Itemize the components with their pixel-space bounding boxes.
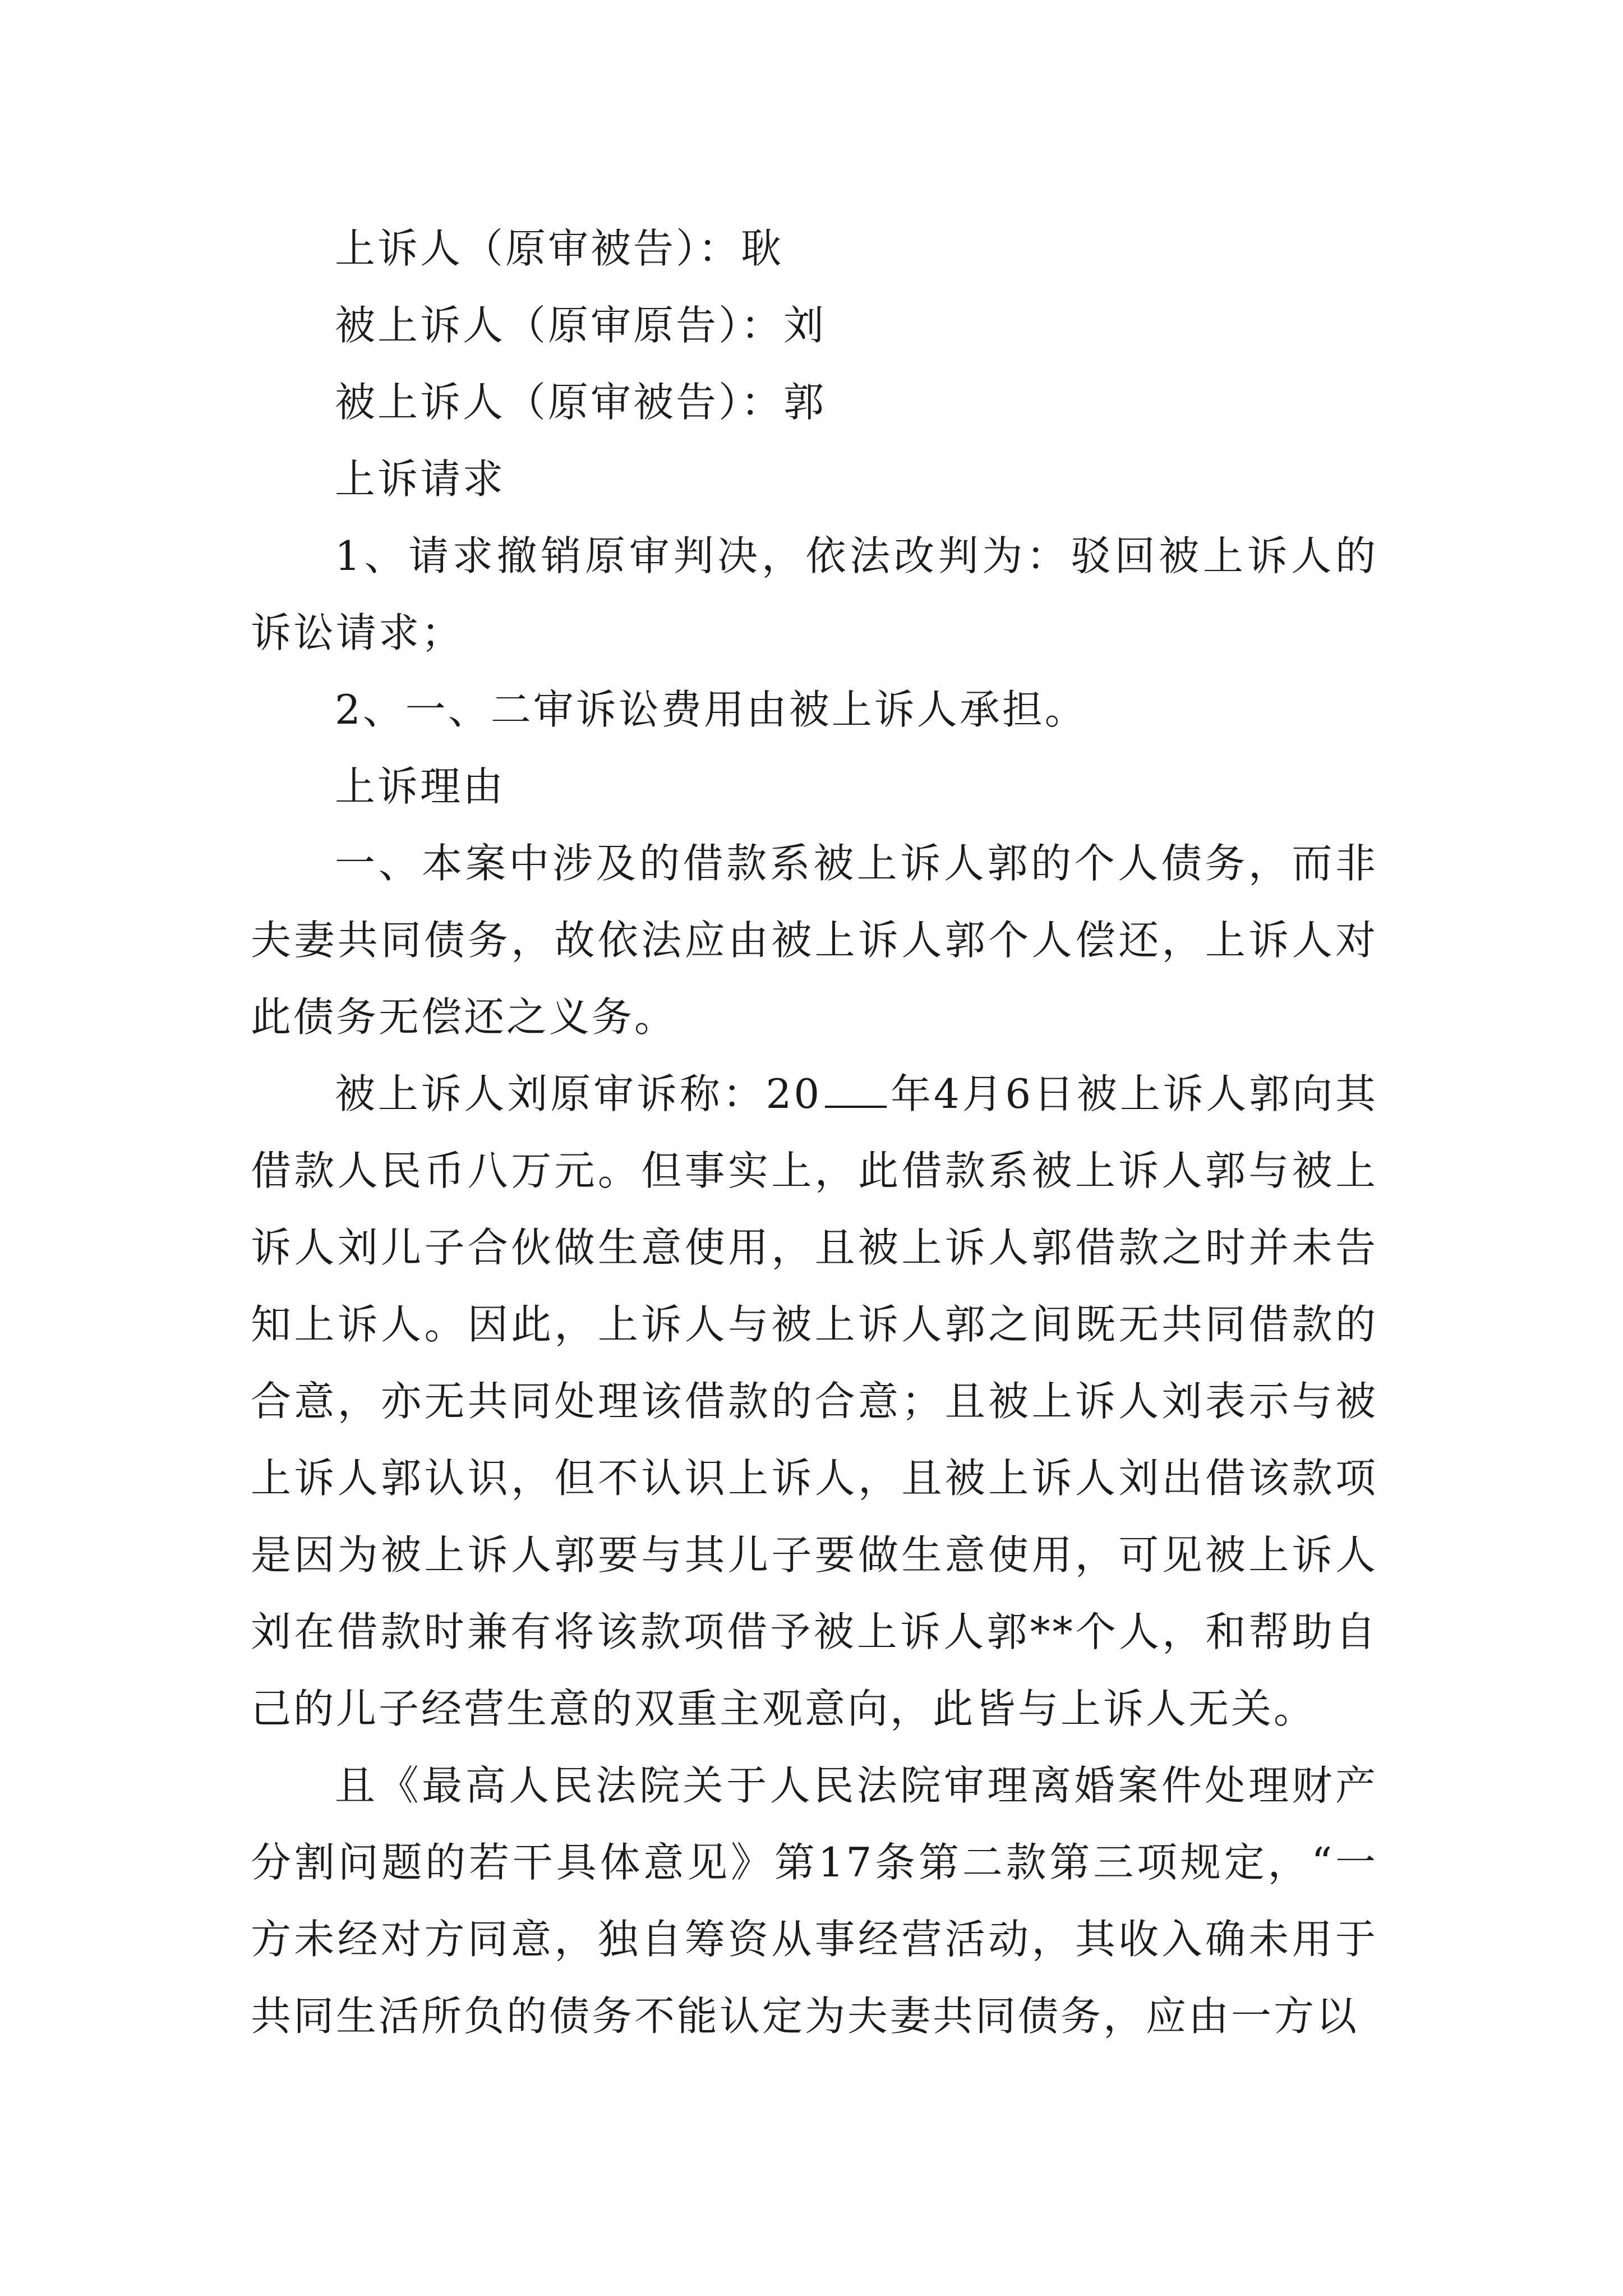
law-paragraph: 且《最高人民法院关于人民法院审理离婚案件处理财产分割问题的若干具体意见》第17条第二款第三项规定，“一方未经对方同意，独自筹资从事经营活动，其收入确未用于共同生活所负的债务不能认定为夫妻共同债务，应由一方以 <box>251 1762 1378 2040</box>
reasons-heading: 上诉理由 <box>335 763 506 810</box>
claim-text-after-blank: 年4月6日被上诉人郭向其借款人民币八万元。但事实上，此借款系被上诉人郭与被上诉人刘儿子合伙做生意使用，且被上诉人郭借款之时并未告知上诉人。因此，上诉人与被上诉人郭之间既无共同借款的合意，亦无共同处理该借款的合意；且被上诉人刘表示与被上诉人郭认识，但不认识上诉人，且被上诉人刘出借该款项是因为被上诉人郭要与其儿子要做生意使用，可见被上诉人刘在借款时兼有将该款项借予被上诉人郭**个人，和帮助自己的儿子经营生意的双重主观意向，此皆与上诉人无关。 <box>251 1070 1378 1732</box>
year-blank-underline <box>825 1072 887 1108</box>
request-item-2: 2、一、二审诉讼费用由被上诉人承担。 <box>335 686 1087 733</box>
party-appellant: 上诉人（原审被告）：耿 <box>335 225 784 272</box>
party-appellee-defendant: 被上诉人（原审被告）：郭 <box>335 379 827 426</box>
claim-text-before-blank: 被上诉人刘原审诉称：20 <box>335 1070 822 1117</box>
requests-heading: 上诉请求 <box>335 455 506 503</box>
reason-paragraph-1: 一、本案中涉及的借款系被上诉人郭的个人债务，而非夫妻共同债务，故依法应由被上诉人郭个人偿还，上诉人对此债务无偿还之义务。 <box>251 840 1378 1041</box>
party-appellee-plaintiff: 被上诉人（原审原告）：刘 <box>335 302 827 349</box>
claim-paragraph <box>251 1056 1378 1747</box>
request-item-1: 1、请求撤销原审判决，依法改判为：驳回被上诉人的诉讼请求； <box>251 532 1378 656</box>
document-body <box>251 210 1378 2055</box>
